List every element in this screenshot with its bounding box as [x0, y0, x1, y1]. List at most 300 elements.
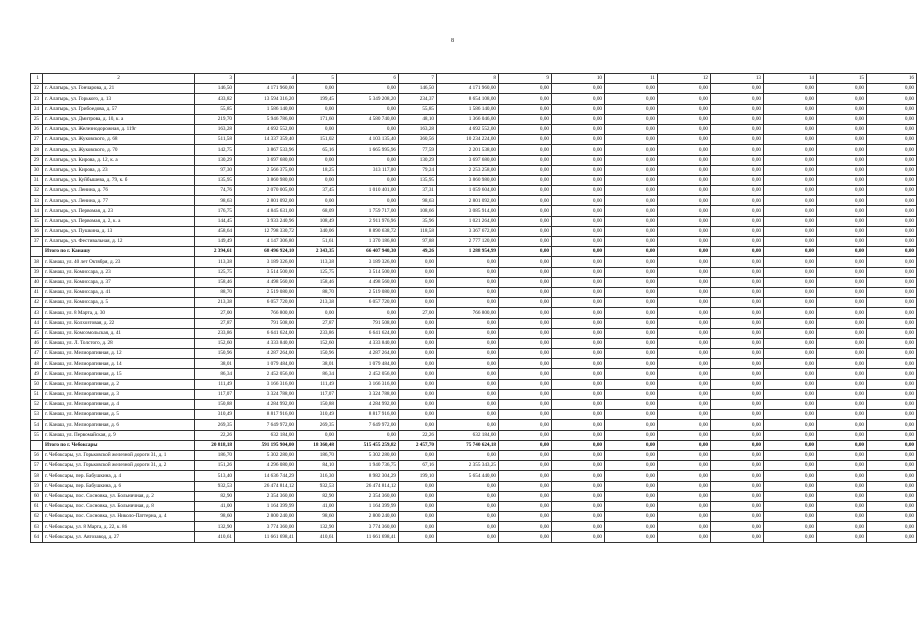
table-cell: 0,00 — [764, 430, 817, 440]
table-cell: 98,63 — [399, 196, 437, 206]
data-table — [30, 73, 917, 543]
table-cell: 0,00 — [552, 267, 605, 277]
table-cell: г. Алатырь, ул. Первомая, д. 2, к. а — [43, 216, 195, 226]
table-cell: 0,00 — [399, 410, 437, 420]
table-cell: 0,00 — [711, 471, 764, 481]
table-cell: 27 — [31, 135, 43, 145]
table-cell: 2 253 258,00 — [437, 165, 499, 175]
table-cell: г. Чебоксары, пос. Сосновка, ул. Больничная, д. 8 — [43, 501, 195, 511]
table-cell: 32 — [31, 186, 43, 196]
table-cell: 26 — [31, 124, 43, 134]
table-cell: 0,00 — [817, 420, 867, 430]
table-cell: 0,00 — [764, 369, 817, 379]
table-cell: 5 — [297, 74, 337, 84]
table-cell: 0,00 — [437, 328, 499, 338]
table-cell: 79,24 — [399, 165, 437, 175]
table-row — [31, 226, 917, 236]
table-cell: 0,00 — [499, 369, 552, 379]
table-cell: 0,00 — [499, 237, 552, 247]
table-cell: 0,00 — [867, 226, 917, 236]
table-cell: 0,00 — [437, 389, 499, 399]
table-cell: 38 — [31, 257, 43, 267]
table-cell: 0,00 — [605, 308, 658, 318]
table-cell: 0,00 — [605, 481, 658, 491]
table-cell: 0,00 — [764, 512, 817, 522]
table-cell: 0,00 — [817, 175, 867, 185]
table-cell: 60 — [31, 491, 43, 501]
table-cell: 0,00 — [552, 226, 605, 236]
table-cell: 36 — [31, 226, 43, 236]
table-row — [31, 94, 917, 104]
table-cell: 0,00 — [337, 175, 399, 185]
table-cell: 10 234 224,00 — [437, 135, 499, 145]
table-cell: 6 641 624,00 — [235, 328, 297, 338]
table-cell: 0,00 — [867, 206, 917, 216]
table-cell: 58 — [31, 471, 43, 481]
table-cell: 0,00 — [552, 481, 605, 491]
table-cell: 0,00 — [605, 84, 658, 94]
table-cell: 0,00 — [817, 94, 867, 104]
table-cell: 3 085 914,00 — [437, 206, 499, 216]
table-cell: 513,40 — [195, 471, 235, 481]
table-cell: 0,00 — [817, 410, 867, 420]
table-cell: 0,00 — [552, 389, 605, 399]
table-cell: 0,00 — [658, 491, 711, 501]
table-cell: 2 452 056,00 — [235, 369, 297, 379]
table-cell: 8 817 916,00 — [235, 410, 297, 420]
table-cell: 0,00 — [399, 257, 437, 267]
table-cell: 3 367 672,00 — [437, 226, 499, 236]
table-cell: 0,00 — [711, 206, 764, 216]
table-cell: 0,00 — [605, 359, 658, 369]
table-cell: г. Алатырь, ул. Гончарова, д. 21 — [43, 84, 195, 94]
table-cell: 0,00 — [499, 481, 552, 491]
table-cell: 0,00 — [399, 512, 437, 522]
table-cell: 0,00 — [499, 328, 552, 338]
table-cell: 2 911 976,96 — [337, 216, 399, 226]
table-cell: 0,00 — [764, 155, 817, 165]
table-cell: г. Алатырь, ул. Ленина, д. 77 — [43, 196, 195, 206]
table-cell: 0,00 — [605, 124, 658, 134]
table-cell: 0,00 — [711, 145, 764, 155]
table-cell: 0,00 — [437, 379, 499, 389]
table-cell: 0,00 — [764, 522, 817, 532]
table-cell: 48,10 — [399, 114, 437, 124]
table-cell: 0,00 — [867, 349, 917, 359]
table-cell: 0,00 — [552, 379, 605, 389]
table-cell: 932,53 — [195, 481, 235, 491]
table-cell: 3 867 533,96 — [235, 145, 297, 155]
table-cell: 0,00 — [552, 410, 605, 420]
table-cell: 0,00 — [817, 267, 867, 277]
table-cell: 0,00 — [867, 196, 917, 206]
table-cell: 0,00 — [499, 135, 552, 145]
table-cell: 41,00 — [297, 501, 337, 511]
table-cell: 1 164 399,99 — [235, 501, 297, 511]
table-cell: 14 636 744,29 — [235, 471, 297, 481]
table-cell: 0,00 — [764, 257, 817, 267]
table-cell: 316,30 — [297, 471, 337, 481]
table-cell: 2 452 056,00 — [337, 369, 399, 379]
table-cell: 0,00 — [605, 522, 658, 532]
table-cell: 632 184,00 — [235, 430, 297, 440]
table-cell: 0,00 — [658, 461, 711, 471]
table-cell: 932,53 — [297, 481, 337, 491]
table-cell: 0,00 — [711, 400, 764, 410]
table-cell: 22 — [31, 84, 43, 94]
table-cell: 0,00 — [817, 135, 867, 145]
table-cell: 0,00 — [764, 104, 817, 114]
table-cell: 0,00 — [605, 461, 658, 471]
table-cell: 0,00 — [552, 277, 605, 287]
table-cell: 82,90 — [297, 491, 337, 501]
table-cell: 0,00 — [658, 450, 711, 460]
table-cell: г. Канаш, ул. Мелиоративная, д. 2 — [43, 379, 195, 389]
table-cell: 0,00 — [337, 155, 399, 165]
table-cell: 0,00 — [867, 186, 917, 196]
table-cell: 0,00 — [399, 522, 437, 532]
table-cell: 31 — [31, 175, 43, 185]
table-cell: 213,38 — [195, 298, 235, 308]
table-cell: 410,61 — [195, 532, 235, 542]
table-cell: 0,00 — [711, 196, 764, 206]
table-cell: 0,00 — [764, 114, 817, 124]
table-cell: 108,49 — [297, 216, 337, 226]
table-row — [31, 349, 917, 359]
table-cell: 55 — [31, 430, 43, 440]
table-cell: 310,49 — [297, 410, 337, 420]
table-cell: 12 — [658, 74, 711, 84]
table-cell: 0,00 — [499, 114, 552, 124]
table-cell: 0,00 — [817, 440, 867, 450]
table-cell: 0,00 — [605, 216, 658, 226]
table-cell: г. Алатырь, ул. Фестивальная, д. 12 — [43, 237, 195, 247]
table-cell: 0,00 — [499, 400, 552, 410]
table-cell: 38,01 — [297, 359, 337, 369]
table-cell: 22,26 — [399, 430, 437, 440]
table-cell: 0,00 — [499, 379, 552, 389]
table-cell: 3 — [195, 74, 235, 84]
table-cell: г. Канаш, ул. Комиссара, д. 41 — [43, 287, 195, 297]
table-cell: 0,00 — [499, 267, 552, 277]
table-cell: 0,00 — [658, 481, 711, 491]
table-cell: 0,00 — [817, 124, 867, 134]
table-cell: 0,00 — [658, 308, 711, 318]
table-cell: 0,00 — [605, 267, 658, 277]
table-row — [31, 450, 917, 460]
table-cell: г. Алатырь, ул. Куйбышева, д. 79, к. б — [43, 175, 195, 185]
table-cell: 86,34 — [297, 369, 337, 379]
table-cell: 0,00 — [817, 287, 867, 297]
table-cell: 146,50 — [195, 84, 235, 94]
table-cell: 40 — [31, 277, 43, 287]
table-cell: 0,00 — [658, 379, 711, 389]
table-cell: г. Канаш, ул. Первомайская, д. 9 — [43, 430, 195, 440]
table-cell: г. Алатырь, ул. Ленина, д. 76 — [43, 186, 195, 196]
table-cell: 0,00 — [499, 257, 552, 267]
table-cell: 3 774 360,00 — [235, 522, 297, 532]
table-cell: 0,00 — [499, 94, 552, 104]
table-cell — [31, 247, 43, 257]
table-cell: 0,00 — [337, 430, 399, 440]
table-cell: 0,00 — [605, 145, 658, 155]
table-cell: 2 343,35 — [297, 247, 337, 257]
table-cell: 8 982 304,29 — [337, 471, 399, 481]
table-cell: 3 189 326,00 — [235, 257, 297, 267]
table-cell: 53 — [31, 410, 43, 420]
table-cell: 130,29 — [195, 155, 235, 165]
table-cell: 0,00 — [337, 124, 399, 134]
table-cell: 4 498 560,00 — [235, 277, 297, 287]
table-cell: 0,00 — [711, 379, 764, 389]
table-cell: 0,00 — [399, 501, 437, 511]
table-cell: 44 — [31, 318, 43, 328]
table-row — [31, 532, 917, 542]
table-cell: 0,00 — [499, 298, 552, 308]
table-cell: 0,00 — [658, 206, 711, 216]
table-cell: 0,00 — [711, 420, 764, 430]
table-cell: 3 324 788,00 — [337, 389, 399, 399]
table-cell: 0,00 — [764, 94, 817, 104]
table-cell: 0,00 — [399, 277, 437, 287]
table-cell: 0,00 — [764, 145, 817, 155]
table-cell: 0,00 — [297, 175, 337, 185]
table-cell: 2 800 240,00 — [235, 512, 297, 522]
table-cell: 0,00 — [764, 175, 817, 185]
table-cell: 6 — [337, 74, 399, 84]
table-cell: 2 — [43, 74, 195, 84]
table-cell: 113,38 — [195, 257, 235, 267]
table-cell: 766 800,00 — [437, 308, 499, 318]
table-cell: 0,00 — [658, 124, 711, 134]
table-cell: 146,50 — [399, 84, 437, 94]
table-cell: 18 360,48 — [297, 440, 337, 450]
table-cell: 0,00 — [399, 328, 437, 338]
table-cell: 0,00 — [605, 349, 658, 359]
table-cell: 1 — [31, 74, 43, 84]
table-cell: 8 654 108,00 — [437, 94, 499, 104]
table-cell: 0,00 — [658, 522, 711, 532]
table-cell: г. Чебоксары, пос. Сосновка, ул. Николо-Паттерна, д. 4 — [43, 512, 195, 522]
table-cell: 5 302 280,00 — [337, 450, 399, 460]
table-cell: 1 759 717,00 — [337, 206, 399, 216]
table-cell: 0,00 — [552, 328, 605, 338]
table-row — [31, 400, 917, 410]
table-cell: 0,00 — [764, 277, 817, 287]
table-cell: 10 — [552, 74, 605, 84]
table-cell: 0,00 — [437, 359, 499, 369]
table-cell: 0,00 — [764, 247, 817, 257]
table-cell: 0,00 — [499, 145, 552, 155]
table-cell: г. Алатырь, ул. Жуковского, д. 68 — [43, 135, 195, 145]
table-cell: 0,00 — [711, 124, 764, 134]
table-cell: 0,00 — [764, 298, 817, 308]
table-cell: 125,75 — [195, 267, 235, 277]
table-cell: 0,00 — [711, 501, 764, 511]
table-cell: 61 — [31, 501, 43, 511]
table-cell: 0,00 — [711, 522, 764, 532]
table-cell: 2 566 375,00 — [235, 165, 297, 175]
table-cell: 27,87 — [195, 318, 235, 328]
table-cell: 3 166 316,00 — [337, 379, 399, 389]
table-cell: г. Канаш, ул. Комиссара, д. 37 — [43, 277, 195, 287]
table-row — [31, 145, 917, 155]
table-row — [31, 84, 917, 94]
table-cell: 0,00 — [867, 481, 917, 491]
table-cell: 3 514 500,00 — [235, 267, 297, 277]
table-cell: 4 — [235, 74, 297, 84]
table-cell: 88,70 — [195, 287, 235, 297]
table-cell: 0,00 — [817, 501, 867, 511]
table-cell: 0,00 — [552, 145, 605, 155]
table-row — [31, 237, 917, 247]
table-cell: 0,00 — [658, 369, 711, 379]
table-cell: 0,00 — [711, 308, 764, 318]
table-cell: 0,00 — [658, 471, 711, 481]
table-cell: 0,00 — [711, 135, 764, 145]
table-cell: 0,00 — [711, 94, 764, 104]
table-cell: г. Чебоксары, ул. Горьковской железной дороги 31, д. 2 — [43, 461, 195, 471]
table-cell: 0,00 — [552, 124, 605, 134]
table-cell: 1 586 140,00 — [437, 104, 499, 114]
table-cell: 3 514 500,00 — [337, 267, 399, 277]
table-cell: 0,00 — [817, 450, 867, 460]
table-cell: 0,00 — [399, 298, 437, 308]
table-cell: 0,00 — [867, 491, 917, 501]
table-cell: 25 — [31, 114, 43, 124]
table-cell: 0,00 — [399, 267, 437, 277]
table-cell: 0,00 — [817, 277, 867, 287]
table-cell: 0,00 — [552, 175, 605, 185]
table-cell: 6 057 720,00 — [235, 298, 297, 308]
table-cell: 0,00 — [337, 196, 399, 206]
table-cell: 0,00 — [711, 532, 764, 542]
table-cell: 0,00 — [499, 277, 552, 287]
table-cell: 0,00 — [399, 450, 437, 460]
table-cell: 0,00 — [764, 186, 817, 196]
table-cell: 24 — [31, 104, 43, 114]
table-cell: 4 287 264,00 — [235, 349, 297, 359]
table-cell: 135,95 — [399, 175, 437, 185]
table-cell: 14 337 359,40 — [235, 135, 297, 145]
table-cell: 0,00 — [764, 379, 817, 389]
table-cell: г. Канаш, ул. 8 Марта, д. 30 — [43, 308, 195, 318]
table-cell: 1 059 604,00 — [437, 186, 499, 196]
table-cell: 0,00 — [437, 349, 499, 359]
table-row — [31, 155, 917, 165]
table-cell: 1 010 401,00 — [337, 186, 399, 196]
table-cell: 0,00 — [552, 298, 605, 308]
table-cell: 0,00 — [817, 461, 867, 471]
table-cell: 233,86 — [195, 328, 235, 338]
table-cell: 0,00 — [817, 430, 867, 440]
table-row — [31, 124, 917, 134]
table-cell: 0,00 — [711, 450, 764, 460]
table-cell: 0,00 — [711, 267, 764, 277]
table-cell: 0,00 — [399, 369, 437, 379]
table-cell: 158,46 — [195, 277, 235, 287]
table-cell: 0,00 — [711, 491, 764, 501]
table-cell: 12 798 330,72 — [235, 226, 297, 236]
table-cell: 0,00 — [867, 338, 917, 348]
table-cell: 88,70 — [297, 287, 337, 297]
table-cell: 0,00 — [711, 247, 764, 257]
table-cell: 0,00 — [764, 216, 817, 226]
table-cell: 0,00 — [658, 257, 711, 267]
table-cell: г. Алатырь, ул. Жуковского, д. 70 — [43, 145, 195, 155]
table-cell: 0,00 — [297, 104, 337, 114]
table-cell: 2 070 005,00 — [235, 186, 297, 196]
table-cell: 0,00 — [764, 359, 817, 369]
table-cell: 4 692 552,00 — [235, 124, 297, 134]
table-cell: 0,00 — [499, 430, 552, 440]
table-cell: 0,00 — [764, 196, 817, 206]
table-cell: 66 407 940,30 — [337, 247, 399, 257]
table-cell: 0,00 — [658, 247, 711, 257]
table-cell: г. Чебоксары, ул. Горьковской железной дороги 31, д. 1 — [43, 450, 195, 460]
table-cell: 0,00 — [552, 237, 605, 247]
table-cell: 0,00 — [658, 94, 711, 104]
table-row — [31, 165, 917, 175]
table-cell: 0,00 — [711, 175, 764, 185]
table-row — [31, 104, 917, 114]
table-cell: 54 — [31, 420, 43, 430]
table-cell: 0,00 — [711, 318, 764, 328]
table-row — [31, 501, 917, 511]
table-cell: 22,26 — [195, 430, 235, 440]
table-cell: 0,00 — [605, 328, 658, 338]
table-cell: 0,00 — [764, 389, 817, 399]
table-cell: 0,00 — [817, 491, 867, 501]
table-cell: 0,00 — [605, 389, 658, 399]
table-cell: 0,00 — [817, 532, 867, 542]
table-cell: 0,00 — [764, 84, 817, 94]
table-cell: 4 296 080,00 — [235, 461, 297, 471]
table-cell: 0,00 — [605, 196, 658, 206]
table-cell: 57 — [31, 461, 43, 471]
table-cell: 0,00 — [437, 400, 499, 410]
table-cell: 0,00 — [658, 226, 711, 236]
table-cell: 3 166 316,00 — [235, 379, 297, 389]
table-cell: 0,00 — [499, 410, 552, 420]
table-cell: 0,00 — [711, 104, 764, 114]
table-cell: 0,00 — [437, 501, 499, 511]
table-cell: 515 455 259,82 — [337, 440, 399, 450]
table-cell: 3 324 788,00 — [235, 389, 297, 399]
table-cell: 111,49 — [195, 379, 235, 389]
table-cell: 4 333 840,00 — [235, 338, 297, 348]
table-cell: г. Канаш, ул. Л. Толстого, д. 28 — [43, 338, 195, 348]
table-cell: 0,00 — [867, 501, 917, 511]
table-cell: 84,10 — [297, 461, 337, 471]
table-cell: 2 801 092,00 — [235, 196, 297, 206]
table-cell: 0,00 — [764, 440, 817, 450]
table-cell: 0,00 — [552, 206, 605, 216]
table-cell: 15 — [817, 74, 867, 84]
table-cell: 0,00 — [711, 257, 764, 267]
table-cell: г. Канаш, ул. Мелиоративная, д. 15 — [43, 369, 195, 379]
table-cell: 2 354 360,00 — [337, 491, 399, 501]
table-cell: 8 890 638,72 — [337, 226, 399, 236]
table-cell: 0,00 — [711, 277, 764, 287]
table-cell: 0,00 — [764, 135, 817, 145]
table-cell: 51 — [31, 389, 43, 399]
table-cell: 0,00 — [764, 287, 817, 297]
table-cell: 0,00 — [605, 277, 658, 287]
table-cell: 0,00 — [552, 247, 605, 257]
table-cell: 219,70 — [195, 114, 235, 124]
table-cell: г. Алатырь, ул. Кирова, д. 12, к. а — [43, 155, 195, 165]
